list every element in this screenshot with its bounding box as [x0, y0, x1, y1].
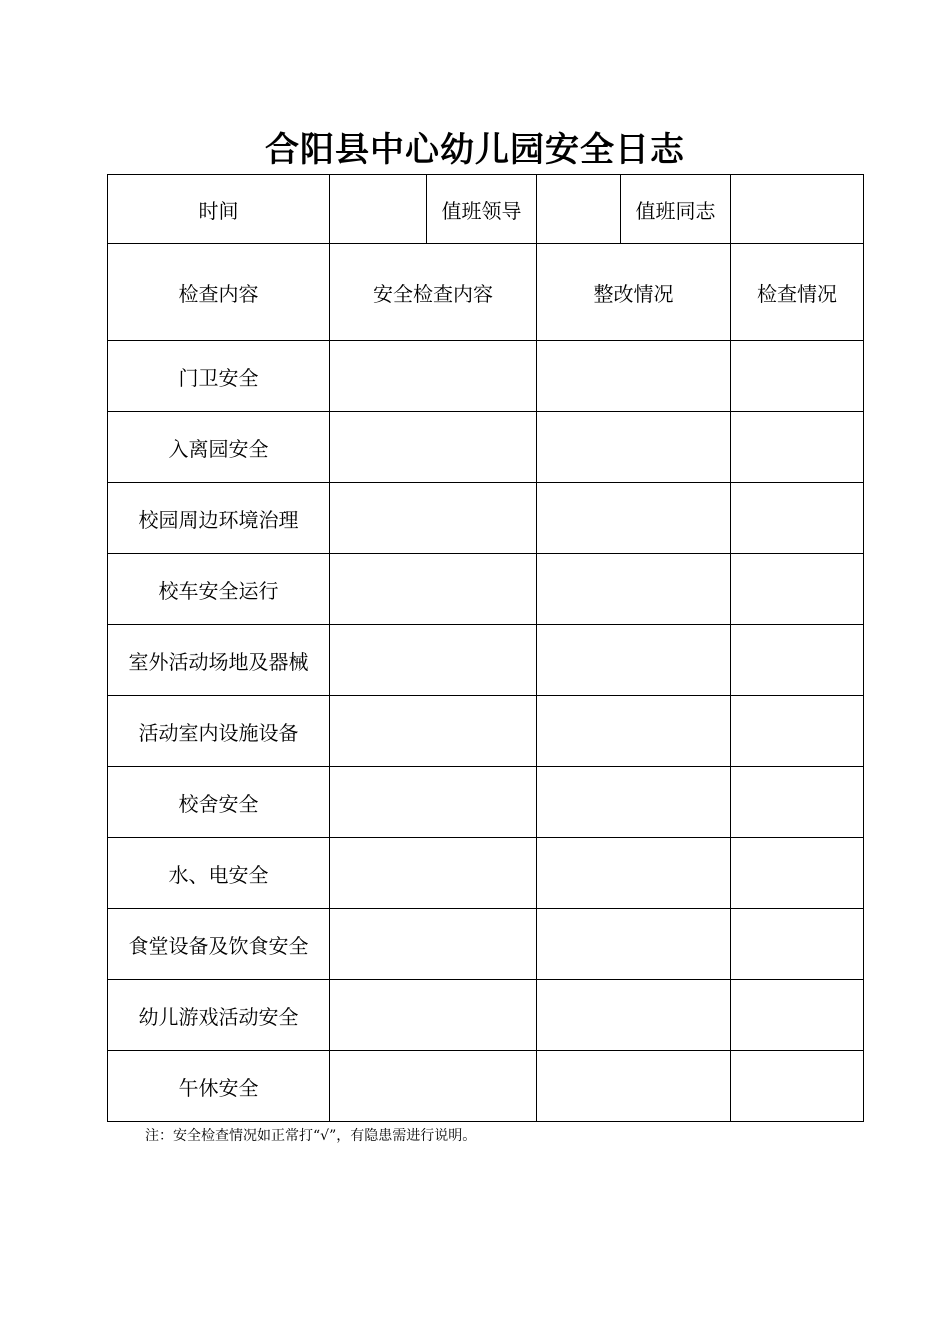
check-status-cell[interactable] [731, 980, 864, 1051]
safety-content-cell[interactable] [330, 412, 537, 483]
table-row [108, 838, 864, 909]
safety-content-cell[interactable] [330, 341, 537, 412]
time-field[interactable] [330, 175, 427, 244]
table-row [108, 909, 864, 980]
header-check-status: 检查情况 [731, 244, 864, 341]
check-status-cell[interactable] [731, 554, 864, 625]
header-row [108, 244, 864, 341]
safety-content-cell[interactable] [330, 625, 537, 696]
check-item-label: 入离园安全 [108, 412, 330, 483]
header-rectification: 整改情况 [537, 244, 731, 341]
check-status-cell[interactable] [731, 767, 864, 838]
page-title: 合阳县中心幼儿园安全日志 [265, 130, 685, 170]
rectification-cell[interactable] [537, 838, 731, 909]
safety-content-cell[interactable] [330, 767, 537, 838]
safety-content-cell[interactable] [330, 909, 537, 980]
table-row [108, 483, 864, 554]
safety-content-cell[interactable] [330, 980, 537, 1051]
duty-staff-field[interactable] [731, 175, 864, 244]
table-row [108, 625, 864, 696]
rectification-cell[interactable] [537, 412, 731, 483]
rectification-cell[interactable] [537, 554, 731, 625]
check-status-cell[interactable] [731, 625, 864, 696]
table-body [108, 175, 864, 1122]
rectification-cell[interactable] [537, 909, 731, 980]
duty-leader-label: 值班领导 [427, 175, 537, 244]
check-status-cell[interactable] [731, 483, 864, 554]
duty-leader-field[interactable] [537, 175, 621, 244]
check-item-label: 午休安全 [108, 1051, 330, 1122]
check-status-cell[interactable] [731, 696, 864, 767]
check-status-cell[interactable] [731, 909, 864, 980]
time-label: 时间 [108, 175, 330, 244]
safety-content-cell[interactable] [330, 554, 537, 625]
table-row [108, 767, 864, 838]
check-status-cell[interactable] [731, 412, 864, 483]
table-row [108, 341, 864, 412]
check-status-cell[interactable] [731, 341, 864, 412]
rectification-cell[interactable] [537, 1051, 731, 1122]
safety-content-cell[interactable] [330, 838, 537, 909]
header-safety-content: 安全检查内容 [330, 244, 537, 341]
duty-staff-label: 值班同志 [621, 175, 731, 244]
table-row [108, 412, 864, 483]
rectification-cell[interactable] [537, 341, 731, 412]
safety-content-cell[interactable] [330, 696, 537, 767]
check-item-label: 活动室内设施设备 [108, 696, 330, 767]
table-row [108, 980, 864, 1051]
safety-log-table [107, 174, 864, 1122]
safety-content-cell[interactable] [330, 483, 537, 554]
table-row [108, 554, 864, 625]
footnote: 注：安全检查情况如正常打“√”，有隐患需进行说明。 [145, 1128, 477, 1144]
rectification-cell[interactable] [537, 696, 731, 767]
table-row [108, 1051, 864, 1122]
check-item-label: 水、电安全 [108, 838, 330, 909]
check-item-label: 校车安全运行 [108, 554, 330, 625]
check-item-label: 室外活动场地及器械 [108, 625, 330, 696]
safety-content-cell[interactable] [330, 1051, 537, 1122]
check-status-cell[interactable] [731, 1051, 864, 1122]
check-item-label: 幼儿游戏活动安全 [108, 980, 330, 1051]
check-item-label: 门卫安全 [108, 341, 330, 412]
check-item-label: 校舍安全 [108, 767, 330, 838]
duty-info-row [108, 175, 864, 244]
check-item-label: 食堂设备及饮食安全 [108, 909, 330, 980]
table-row [108, 696, 864, 767]
header-check-item: 检查内容 [108, 244, 330, 341]
check-status-cell[interactable] [731, 838, 864, 909]
rectification-cell[interactable] [537, 767, 731, 838]
rectification-cell[interactable] [537, 980, 731, 1051]
rectification-cell[interactable] [537, 483, 731, 554]
rectification-cell[interactable] [537, 625, 731, 696]
check-item-label: 校园周边环境治理 [108, 483, 330, 554]
